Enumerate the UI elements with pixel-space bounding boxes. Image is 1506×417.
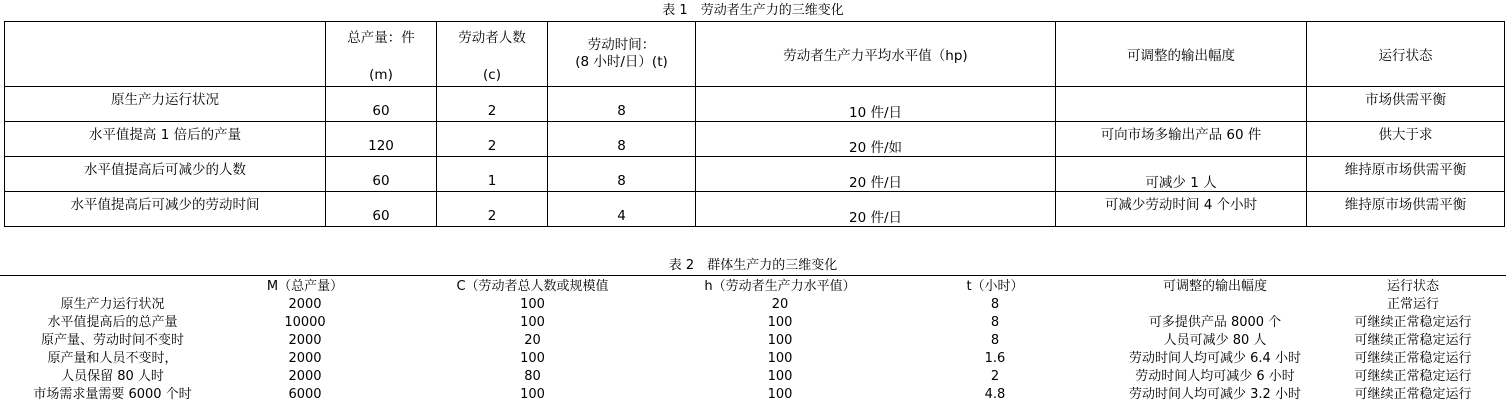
table1-caption: 表 1 劳动者生产力的三维变化 bbox=[662, 3, 844, 18]
table1-header-m bbox=[326, 22, 437, 87]
cell-output: 可向市场多输出产品 60 件 bbox=[1056, 122, 1307, 157]
table2-header-blank bbox=[0, 278, 225, 296]
table-row bbox=[0, 314, 1506, 332]
cell-hp: 20 件/如 bbox=[696, 122, 1056, 157]
table-row bbox=[5, 192, 1505, 227]
cell-M: 2000 bbox=[288, 297, 322, 312]
table1-header-output: 可调整的输出幅度 bbox=[1056, 22, 1307, 87]
cell-M: 2000 bbox=[288, 333, 322, 348]
cell-C: 80 bbox=[524, 369, 541, 384]
cell-t: 8 bbox=[990, 315, 1000, 330]
table-row bbox=[0, 386, 1506, 404]
row-label: 原产量和人员不变时， bbox=[47, 351, 178, 366]
cell-output bbox=[1110, 296, 1320, 314]
row-label: 水平值提高后的总产量 bbox=[47, 315, 178, 330]
cell-h: 100 bbox=[767, 387, 793, 402]
row-label: 水平值提高后可减少的劳动时间 bbox=[5, 192, 326, 227]
cell-output: 劳动时间人均可减少 6 小时 bbox=[1135, 369, 1295, 384]
cell-status: 可继续正常稳定运行 bbox=[1354, 369, 1472, 384]
cell-output bbox=[1056, 87, 1307, 122]
table-row bbox=[5, 122, 1505, 157]
cell-status: 供大于求 bbox=[1307, 122, 1505, 157]
table2-header-M: M（总产量） bbox=[266, 279, 344, 294]
cell-C: 100 bbox=[520, 315, 545, 330]
table1-header-c bbox=[437, 22, 548, 87]
table1-header-t bbox=[548, 22, 696, 87]
cell-t: 8 bbox=[990, 333, 1000, 348]
cell-m: 60 bbox=[326, 157, 437, 192]
cell-h: 100 bbox=[767, 333, 793, 348]
cell-c: 1 bbox=[437, 157, 548, 192]
table2-header-C: C（劳动者总人数或规模值 bbox=[456, 279, 609, 294]
row-label: 原产量、劳动时间不变时 bbox=[40, 333, 184, 348]
table2-header-h: h（劳动者生产力水平值） bbox=[704, 279, 856, 294]
table1-header-row bbox=[5, 22, 1505, 87]
table2-caption: 表 2 群体生产力的三维变化 bbox=[668, 258, 838, 273]
table2-header-output: 可调整的输出幅度 bbox=[1162, 279, 1267, 294]
cell-status: 可继续正常稳定运行 bbox=[1354, 351, 1472, 366]
cell-output: 可减少 1 人 bbox=[1056, 157, 1307, 192]
cell-output: 可多提供产品 8000 个 bbox=[1148, 315, 1282, 330]
cell-t: 8 bbox=[990, 297, 1000, 312]
cell-c: 2 bbox=[437, 122, 548, 157]
cell-C: 100 bbox=[520, 387, 545, 402]
table2-header-row bbox=[0, 278, 1506, 296]
cell-C: 20 bbox=[524, 333, 541, 348]
cell-t: 4.8 bbox=[984, 387, 1006, 402]
cell-m: 60 bbox=[326, 192, 437, 227]
row-label: 水平值提高 1 倍后的产量 bbox=[5, 122, 326, 157]
cell-output: 可减少劳动时间 4 个小时 bbox=[1056, 192, 1307, 227]
cell-M: 10000 bbox=[284, 315, 326, 330]
table2-top-rule bbox=[0, 275, 1506, 276]
cell-status: 维持原市场供需平衡 bbox=[1307, 192, 1505, 227]
cell-status: 可继续正常稳定运行 bbox=[1354, 315, 1472, 330]
row-label: 原生产力运行状况 bbox=[60, 297, 165, 312]
table1-header-status: 运行状态 bbox=[1307, 22, 1505, 87]
cell-t: 1.6 bbox=[984, 351, 1006, 366]
cell-status: 正常运行 bbox=[1386, 297, 1439, 312]
cell-h: 100 bbox=[767, 369, 793, 384]
table-row bbox=[0, 296, 1506, 314]
row-label: 原生产力运行状况 bbox=[5, 87, 326, 122]
table1-header-m-title: 总产量：件 bbox=[347, 30, 415, 46]
table1 bbox=[4, 21, 1505, 227]
table-row bbox=[0, 332, 1506, 350]
cell-status: 可继续正常稳定运行 bbox=[1354, 333, 1472, 348]
cell-c: 2 bbox=[437, 87, 548, 122]
cell-t: 2 bbox=[990, 369, 1000, 384]
table1-header-c-symbol: (c) bbox=[483, 67, 501, 83]
cell-M: 2000 bbox=[288, 369, 322, 384]
table1-header-blank bbox=[5, 22, 326, 87]
cell-C: 100 bbox=[520, 297, 545, 312]
cell-M: 6000 bbox=[288, 387, 322, 402]
cell-hp: 20 件/日 bbox=[696, 157, 1056, 192]
table2-header-status: 运行状态 bbox=[1386, 279, 1439, 294]
table2-header-t: t（小时） bbox=[966, 279, 1024, 294]
table1-header-hp: 劳动者生产力平均水平值（hp) bbox=[696, 22, 1056, 87]
cell-status: 可继续正常稳定运行 bbox=[1354, 387, 1472, 402]
cell-m: 120 bbox=[326, 122, 437, 157]
cell-t: 8 bbox=[548, 157, 696, 192]
table2 bbox=[0, 278, 1506, 404]
cell-m: 60 bbox=[326, 87, 437, 122]
cell-t: 4 bbox=[548, 192, 696, 227]
table1-header-c-title: 劳动者人数 bbox=[458, 30, 526, 46]
cell-h: 100 bbox=[767, 315, 793, 330]
table-row bbox=[0, 350, 1506, 368]
cell-output: 人员可减少 80 人 bbox=[1163, 333, 1267, 348]
cell-hp: 10 件/日 bbox=[696, 87, 1056, 122]
cell-c: 2 bbox=[437, 192, 548, 227]
cell-status: 维持原市场供需平衡 bbox=[1307, 157, 1505, 192]
cell-t: 8 bbox=[548, 122, 696, 157]
row-label: 水平值提高后可减少的人数 bbox=[5, 157, 326, 192]
row-label: 市场需求量需要 6000 个时 bbox=[33, 387, 192, 402]
cell-output: 劳动时间人均可减少 6.4 小时 bbox=[1129, 351, 1301, 366]
table1-header-t-unit: (8 小时/日）(t) bbox=[575, 54, 668, 70]
table-row bbox=[5, 87, 1505, 122]
cell-t: 8 bbox=[548, 87, 696, 122]
cell-status: 市场供需平衡 bbox=[1307, 87, 1505, 122]
cell-h: 20 bbox=[771, 297, 789, 312]
cell-M: 2000 bbox=[288, 351, 322, 366]
cell-hp: 20 件/日 bbox=[696, 192, 1056, 227]
cell-C: 100 bbox=[520, 351, 545, 366]
table-row bbox=[0, 368, 1506, 386]
row-label: 人员保留 80 人时 bbox=[61, 369, 164, 384]
table-row bbox=[5, 157, 1505, 192]
cell-h: 100 bbox=[767, 351, 793, 366]
cell-output: 劳动时间人均可减少 3.2 小时 bbox=[1129, 387, 1301, 402]
table1-header-t-title: 劳动时间： bbox=[587, 37, 656, 53]
table1-header-m-symbol: (m) bbox=[369, 67, 393, 83]
